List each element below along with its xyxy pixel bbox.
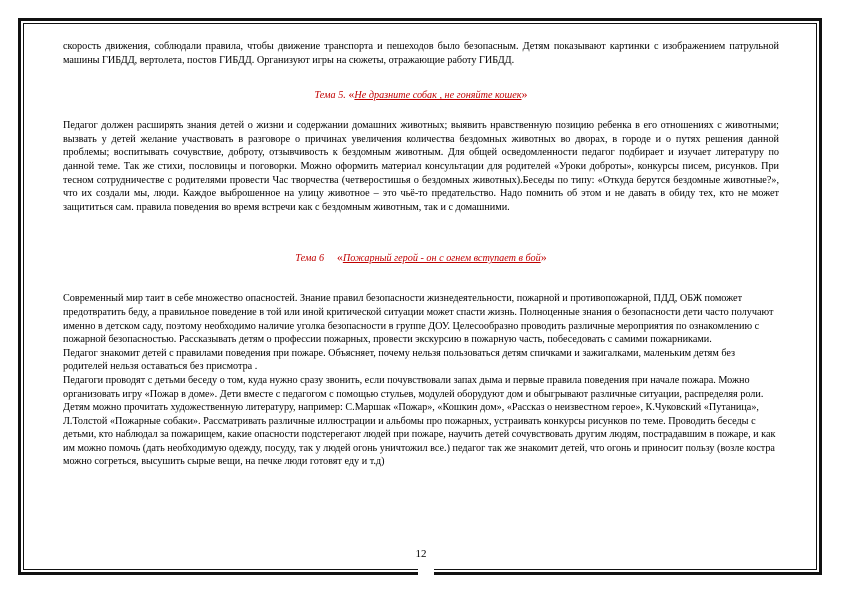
page-number-tab <box>418 562 434 575</box>
topic-5-heading <box>63 87 779 103</box>
topic-5-title: Не дразните собак , не гоняйте кошек <box>354 90 522 102</box>
topic-6-heading <box>63 250 779 266</box>
topic-6-paragraph: Современный мир таит в себе множество опасностей. Знание правил безопасности жизнедеятельности, пожарной и противопожарной, ПДД, ОБЖ поможет предотвратить беду, а правильное поведение в той или иной критической ситуации может спасти жизнь. Полноценные знания о безопасности дети часто получают именно в детском саду, поэтому необходимо наличие уголка безопасности в группе ДОУ. Целесообразно проводить различные мероприятия по ознакомлению с пожарной безопасностью. Рассказывать детям о профессии пожарных, провести экскурсию в пожарную часть, побеседовать с самими пожарниками. <box>63 293 774 346</box>
topic-6-title: Пожарный герой - он с огнем вступает в бой <box>342 253 541 265</box>
topic-5-paragraph: Педагог должен расширять знания детей о жизни и содержании домашних животных; выявить нравственную позицию ребенка в его отношениях с животными; вызвать у детей желание участвовать в разговоре о причинах увеличения количества бездомных животных во дворах, в городе и о путях решения данной проблемы; воспитывать сочувствие, доброту, отзывчивость к бездомным животным. Для общей осведомленности педагог подбирает и изучает литературу по данной теме. Так же стихи, пословицы и поговорки. Можно оформить материал консультации для родителей «Уроки доброты», конкурсы писем, рисунков. При тесном сотрудничестве с родителями провести Час творчества (четверостишья о бездомных животных).Беседы по типу: «Откуда берутся бездомные животные?», что их создали мы, люди. Каждое выброшенное на улицу животное – это чьё-то предательство. Надо помнить об этом и не давать в обиду тех, кто не может защититься сам. правила поведения во время встречи как с бездомным животным, так и с домашними. <box>63 120 779 213</box>
topic-5-close-quote: » <box>521 87 528 102</box>
topic-6-paragraph: Педагоги проводят с детьми беседу о том, куда нужно сразу звонить, если почувствовали запах дыма и первые правила поведения при начале пожара. Можно организовать игру «Пожар в доме». Дети вместе с педагогом с помощью стульев, модулей оборудуют дом и обыгрывают различные ситуации, распределяя роли. Детям можно прочитать художественную литературу, например: С.Маршак «Пожар», «Кошкин дом», «Рассказ о неизвестном герое», К.Чуковский «Путаница», Л.Толстой «Пожарные собаки». Рассматривать различные иллюстрации и альбомы про пожарных, устраивать конкурсы рисунков по теме. Проводить беседы с детьми, кто наблюдал за пожарищем, какие опасности подстерегают людей при пожаре, научить детей сочувствовать другим людям, пострадавшим в пожаре, и как им можно помочь (дать необходимую одежду, посуду, так у людей огонь уничтожил все.) педагог так же знакомит детей, что огонь и приносит пользу (возле костра можно согреться, высушить сырые вещи, на печке люди готовят еду и т.д) <box>63 374 776 468</box>
topic-6-label: Тема 6 <box>295 253 337 265</box>
topic-5-open-quote: « <box>348 87 355 102</box>
topic-5-label: Тема 5. <box>314 90 349 102</box>
page-number: 12 <box>415 548 427 560</box>
topic-6-close-quote: » <box>540 250 547 265</box>
topic-6-paragraph: Педагог знакомит детей с правилами поведения при пожаре. Объясняет, почему нельзя пользоваться детям спичками и зажигалками, маленьким детям без родителей нельзя оставаться без присмотра . <box>63 347 736 373</box>
topic-6-open-quote: « <box>336 250 343 265</box>
document-body <box>63 40 779 469</box>
intro-paragraph: скорость движения, соблюдали правила, чтобы движение транспорта и пешеходов было безопасным. Детям показывают картинки с изображением патрульной машины ГИБДД, вертолета, постов ГИБДД. Организуют игры на сюжеты, отражающие работу ГИБДД. <box>63 41 779 66</box>
